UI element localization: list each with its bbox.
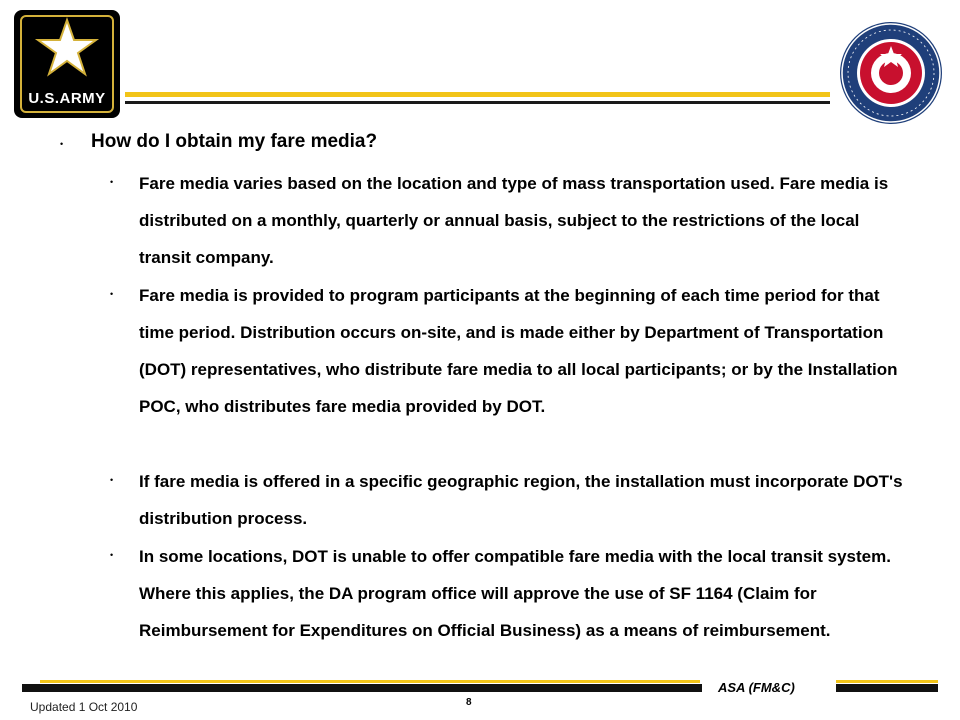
footer-right-gold-rule: [836, 680, 938, 683]
header-gold-rule: [125, 92, 830, 97]
paragraph-3: If fare media is offered in a specific geographic region, the installation must incorporate DOT's distribution process.: [139, 472, 903, 528]
paragraph-1: Fare media varies based on the location and type of mass transportation used. Fare media is distributed on a monthly, quarterly or annual basis, subject to the restrictions of the local transit company.: [139, 174, 889, 267]
slide-heading: How do I obtain my fare media?: [91, 131, 378, 152]
paragraph-2: Fare media is provided to program participants at the beginning of each time period for that time period. Distribution occurs on-site, and is made either by Department of Transportation (DOT) representatives, who distribute fare media to all local participants; or by the Installation POC, who distributes fare media provided by DOT.: [139, 286, 898, 416]
footer-right-black-rule: [836, 684, 938, 692]
logo-wordmark: U.S.ARMY: [28, 90, 106, 107]
page-number: 8: [466, 697, 472, 708]
footer-organization: ASA (FM&C): [718, 680, 795, 695]
bullet-dot-icon: •: [60, 139, 64, 149]
bullet-dot-icon: •: [110, 177, 114, 187]
header-black-rule: [125, 101, 830, 104]
army-star-logo-icon: [14, 10, 120, 118]
footer-black-rule: [22, 684, 702, 692]
footer-gold-rule: [40, 680, 700, 683]
asa-seal-icon: [838, 20, 944, 126]
bullet-dot-icon: •: [110, 475, 114, 485]
paragraph-4: In some locations, DOT is unable to offer compatible fare media with the local transit system. Where this applies, the DA program office will approve the use of SF 1164 (Claim for Reimbursement for Expenditures on Official Business) as a means of reimbursement.: [139, 547, 891, 640]
army-star-icon: [24, 16, 110, 90]
footer-updated-date: Updated 1 Oct 2010: [30, 700, 138, 714]
bullet-dot-icon: •: [110, 289, 114, 299]
bullet-dot-icon: •: [110, 550, 114, 560]
